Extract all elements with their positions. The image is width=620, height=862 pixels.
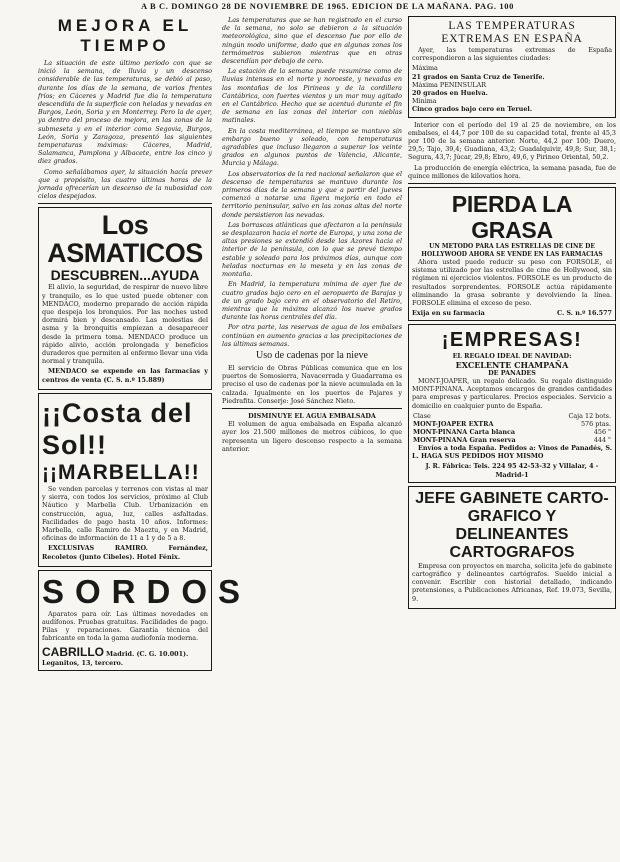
ad-sordos-address: Madrid. (C. G. 10.001). Leganitos, 13, tercero. [42,649,189,667]
ad-pierda-title: PIERDA LA GRASA [451,191,573,244]
article-paragraph: En Madrid, la temperatura mínima de ayer fue de cuatro grados bajo cero en el aeropuerto de Barajas y de un grado bajo cero en el observatorio del Retiro, mientras que la máxima alcanzó los nueve grados durante las horas centrales del día. [222,280,402,322]
ad-jefe [408,486,616,609]
ad-sordos-title: SORDOS [42,572,252,610]
divider [408,183,616,184]
temps-min-label: Mínima [412,97,437,106]
article-paragraph: Los observatorios de la red nacional señalaron que el descenso de temperaturas se mantuvo durante los primeros días de la semana y que a partir del jueves comenzó a notarse una ligera mejoría en todo el territorio peninsular, salvo en las zonas altas del norte donde persistieron las nevadas. [222,169,402,219]
article-paragraph: La producción de energía eléctrica, la semana pasada, fue de quince millones de kilovatios hora. [408,163,616,180]
ad-empresas-footer: Envíos a toda España. Pedidos a: Vinos de Panadés, S. L. HAGA SUS PEDIDOS HOY MISMO [412,443,612,461]
ad-empresas-subtitle3: DE PANADES [488,368,536,377]
ad-asmaticos [38,207,212,389]
box-temperaturas [408,16,616,118]
ad-costa-subtitle: ¡¡MARBELLA!! [42,460,200,484]
price-table [412,412,612,444]
article-paragraph: El servicio de Obras Públicas comunica que en los puertos de Somosierra, Navacerrada y Guadarrama es preciso el uso de cadenas por la nieve acumulada en la calzada. Igualmente en los puertos de Pajares y Piedrafita. Conserje: José Sánchez Nieto. [222,363,402,405]
article-paragraph: Interior con el período del 19 al 25 de noviembre, en los embalses, el 44,7 por 100 de su capacidad total, frente al 45,3 por 100 de la semana anterior. Norte, 44,2 por 100; Duero, 29,5; Tajo, 39,4; Guadiana, 43,2; Guadalquivir, 49,8; Sur, 38,1; Segura, 43,7; Júcar, 29,8; Ebro, 49,6, y Pirineo Oriental, 50,2. [408,120,616,162]
ad-costa-footer: EXCLUSIVAS RAMIRO. Fernández, Recoletos (junto Cibeles). Hotel Fénix. [42,544,208,561]
ad-sordos [38,570,252,671]
ad-jefe-title1: JEFE GABINETE CARTO- [415,489,609,507]
ad-asmaticos-body: El alivio, la seguridad, de respirar de nuevo libre y tranquilo, es lo que usted puede obtener con MENDACO, moderno preparado de acción rápida que despeja los bronquios. Por las noches usted dormirá bien y descansado. Las molestias del asma y la bronquitis empiezan a desaparecer desde la primera toma. MENDACO produce un rápido alivio, acción prolongada y beneficios duraderos que permiten al enfermo llevar una vida normal y tranquila. [42,283,208,366]
article-title: MEJORA EL TIEMPO [57,16,193,55]
ad-costa-title: ¡¡Costa del Sol!! [42,397,193,460]
temps-intro: Ayer, las temperaturas extremas de España correspondieron a las siguientes ciudades: [412,46,612,63]
article-paragraph: La estación de la semana puede resumirse como de lluvias intensas en el norte y noroeste, y nevadas en las montañas de los Pirineos y de la cordillera Cantábrica, con fuertes vientos y un mar muy agitado en el Cantábrico. Hecho que se acentuó durante el fin de semana en las zonas del interior con nieblas matinales. [222,67,402,125]
article-paragraph: Las temperaturas que se han registrado en el curso de la semana, no solo se debieron a la situación meteorológica, sino que el descenso fue por ello de ningún modo uniforme, dado que en algunas zonas los termómetros subieron mientras que en otras descendían por debajo de cero. [222,16,402,66]
price-col-class: Clase [413,411,431,420]
temps-min-text: Cinco grados bajo cero en Teruel. [412,105,533,114]
ad-empresas-body: MONT-JOAPER, un regalo delicado. Su regalo distinguido MONT-PINANA. Aceptamos encargos de grandes cantidades para empresas y particulares. Precios especiales. Servicio a domicilio en cualquier punto de España. [412,377,612,410]
ad-pierda-body: Ahora usted puede reducir su peso con FORSOLE, el sistema utilizado por las estrellas de cine de Hollywood, sin régimen ni ejercicios violentos. FORSOLE es un producto de resultados sorprendentes. FORSOLE actúa rápidamente eliminando la grasa sobrante y devolviendo la línea. FORSOLE elimina el exceso de peso. [412,258,612,308]
ad-sordos-body: Aparatos para oír. Las últimas novedades en audífonos. Pruebas gratuitas. Facilidades de pago. Pilas y reparaciones. Garantía técnica del fabricante en toda la gama audiofonía moderna. [42,609,208,643]
temps-max-text: 21 grados en Santa Cruz de Tenerife. [412,72,545,81]
article-paragraph: Las borrascas atlánticas que afectaron a la península se desplazaron hacia el norte de Europa, y una zona de altas presiones se extendió desde las Azores hacia el interior de la península, con lo que se prevé tiempo estable y soleado para los próximos días, aunque con heladas nocturnas en la meseta y en las zonas de montaña. [222,220,402,279]
ad-asmaticos-subtitle: DESCUBREN...AYUDA [50,267,200,284]
temps-penin-text: 20 grados en Huelva. [412,89,488,98]
price-name: MONT-PINANA Carta blanca [413,427,516,436]
ad-costa [38,393,212,567]
ad-pierda-subtitle: UN METODO PARA LAS ESTRELLAS DE CINE DE HOLLYWOOD AHORA SE VENDE EN LAS FARMACIAS [421,243,603,258]
ad-pierda-footer-right: C. S. n.º 16.577 [556,309,612,318]
price-value: 444 " [593,435,611,444]
article-heading: DISMINUYE EL AGUA EMBALSADA [248,411,376,420]
divider [222,408,402,409]
temps-max-label: Máxima [412,64,438,73]
table-row [412,420,612,428]
article-heading: Uso de cadenas por la nieve [256,349,368,361]
table-row [412,436,612,444]
price-name: MONT-JOAPER EXTRA [413,419,494,428]
divider [38,203,212,204]
article-paragraph: Por otra parte, las reservas de agua de los embalses continúan en aumento gracias a las precipitaciones de las últimas semanas. [222,323,402,348]
ad-jefe-title2: GRAFICO Y DELINEANTES [455,507,569,543]
ad-empresas-title: ¡EMPRESAS! [441,329,583,352]
ad-empresas-subtitle2: EXCELENTE CHAMPAÑA [455,359,569,370]
ad-empresas-address: J. R. Fábrica: Tels. 224 95 42-53-32 y Villalar, 4 - Madrid-1 [425,462,599,479]
ad-jefe-body: Empresa con proyectos en marcha, solicita jefe de gabinete cartográfico y delineantes cartógrafos. Sueldo inicial a convenir. Escribir con historial detallado, indicando pretensiones, a Publicaciones Africanas, Ref. 19.073, Sevilla, 9. [412,561,612,603]
column-right [408,16,616,612]
ad-pierda [408,187,616,321]
table-row [412,428,612,436]
price-name: MONT-PINANA Gran reserva [413,435,516,444]
temps-penin-label: Máxima PENINSULAR [412,80,487,89]
ad-asmaticos-title: Los ASMATICOS [47,210,203,269]
ad-empresas [408,324,616,482]
article-paragraph: La situación de este último período con que se inició la semana, de lluvia y un descenso considerable de las temperaturas, se debió al paso, durante los días de la semana, de varios frentes fríos; en Cáceres y Madrid fue dia la temperatura descendida de la superficie con heladas y nevadas en Burgos, León, Soria y en Monterrey. Pero la de ayer, ya dentro del proceso de mejora, en las zonas de la submeseta y en el interior como Segovia, Burgos, León, Soria y Zaragoza, presentó las siguientes temperaturas máximas: Cáceres, Madrid, Salamanca, Pamplona y Albacete, entre los cinco y diez grados. [38,59,212,166]
article-paragraph: En la costa mediterránea, el tiempo se mantuvo sin embargo bueno y soleado, con temperaturas agradables que incluso llegaron a superar los veinte grados en algunos puntos de Valencia, Alicante, Murcia y Málaga. [222,126,402,168]
temps-subtitle: EXTREMAS EN ESPAÑA [441,33,583,45]
price-value: 456 " [593,427,611,436]
article-paragraph: El volumen de agua embalsada en España alcanzó ayer los 21.500 millones de metros cúbicos, lo que representa un ligero descenso respecto a la semana anterior. [222,420,402,453]
ad-jefe-title3: CARTOGRAFOS [449,543,575,561]
ad-empresas-subtitle1: EL REGALO IDEAL DE NAVIDAD: [452,352,572,361]
page-header: A B C. DOMINGO 28 DE NOVIEMBRE DE 1965. EDICION DE LA MAÑANA. PAG. 100 [141,1,514,11]
price-value: 576 ptas. [580,419,611,428]
price-table-header [412,412,612,420]
price-col-box: Caja 12 bots. [568,411,611,420]
ad-asmaticos-footer: MENDACO se expende en las farmacias y centros de venta (C. S. n.º 15.889) [42,367,208,384]
ad-costa-body: Se venden parcelas y terrenos con vistas al mar y sierra, con todos los servicios, próximo al Club Náutico y Marbella Club. Urbanización en construcción, agua, luz, calles asfaltadas. Facilidades de pago hasta 10 años. Informes: Marbella, calle Ramiro de Maeztu, y en Madrid, oficinas de información de 11 a 1 y de 5 a 8. [42,484,208,543]
column-middle [222,16,402,856]
ad-sordos-brand: CABRILLO [42,644,104,659]
ad-pierda-footer-left: Exija en su farmacia [412,309,485,318]
column-left [38,16,252,674]
ad-pierda-footer [412,309,612,317]
ad-sordos-footer [42,645,208,667]
temps-title: LAS TEMPERATURAS [448,20,576,32]
article-paragraph: Como señalábamos ayer, la situación hacía prever que a propósito, las cuatro últimas horas de la jornada ofrecerían un descenso de la nubosidad con cielos despejados. [38,167,212,201]
